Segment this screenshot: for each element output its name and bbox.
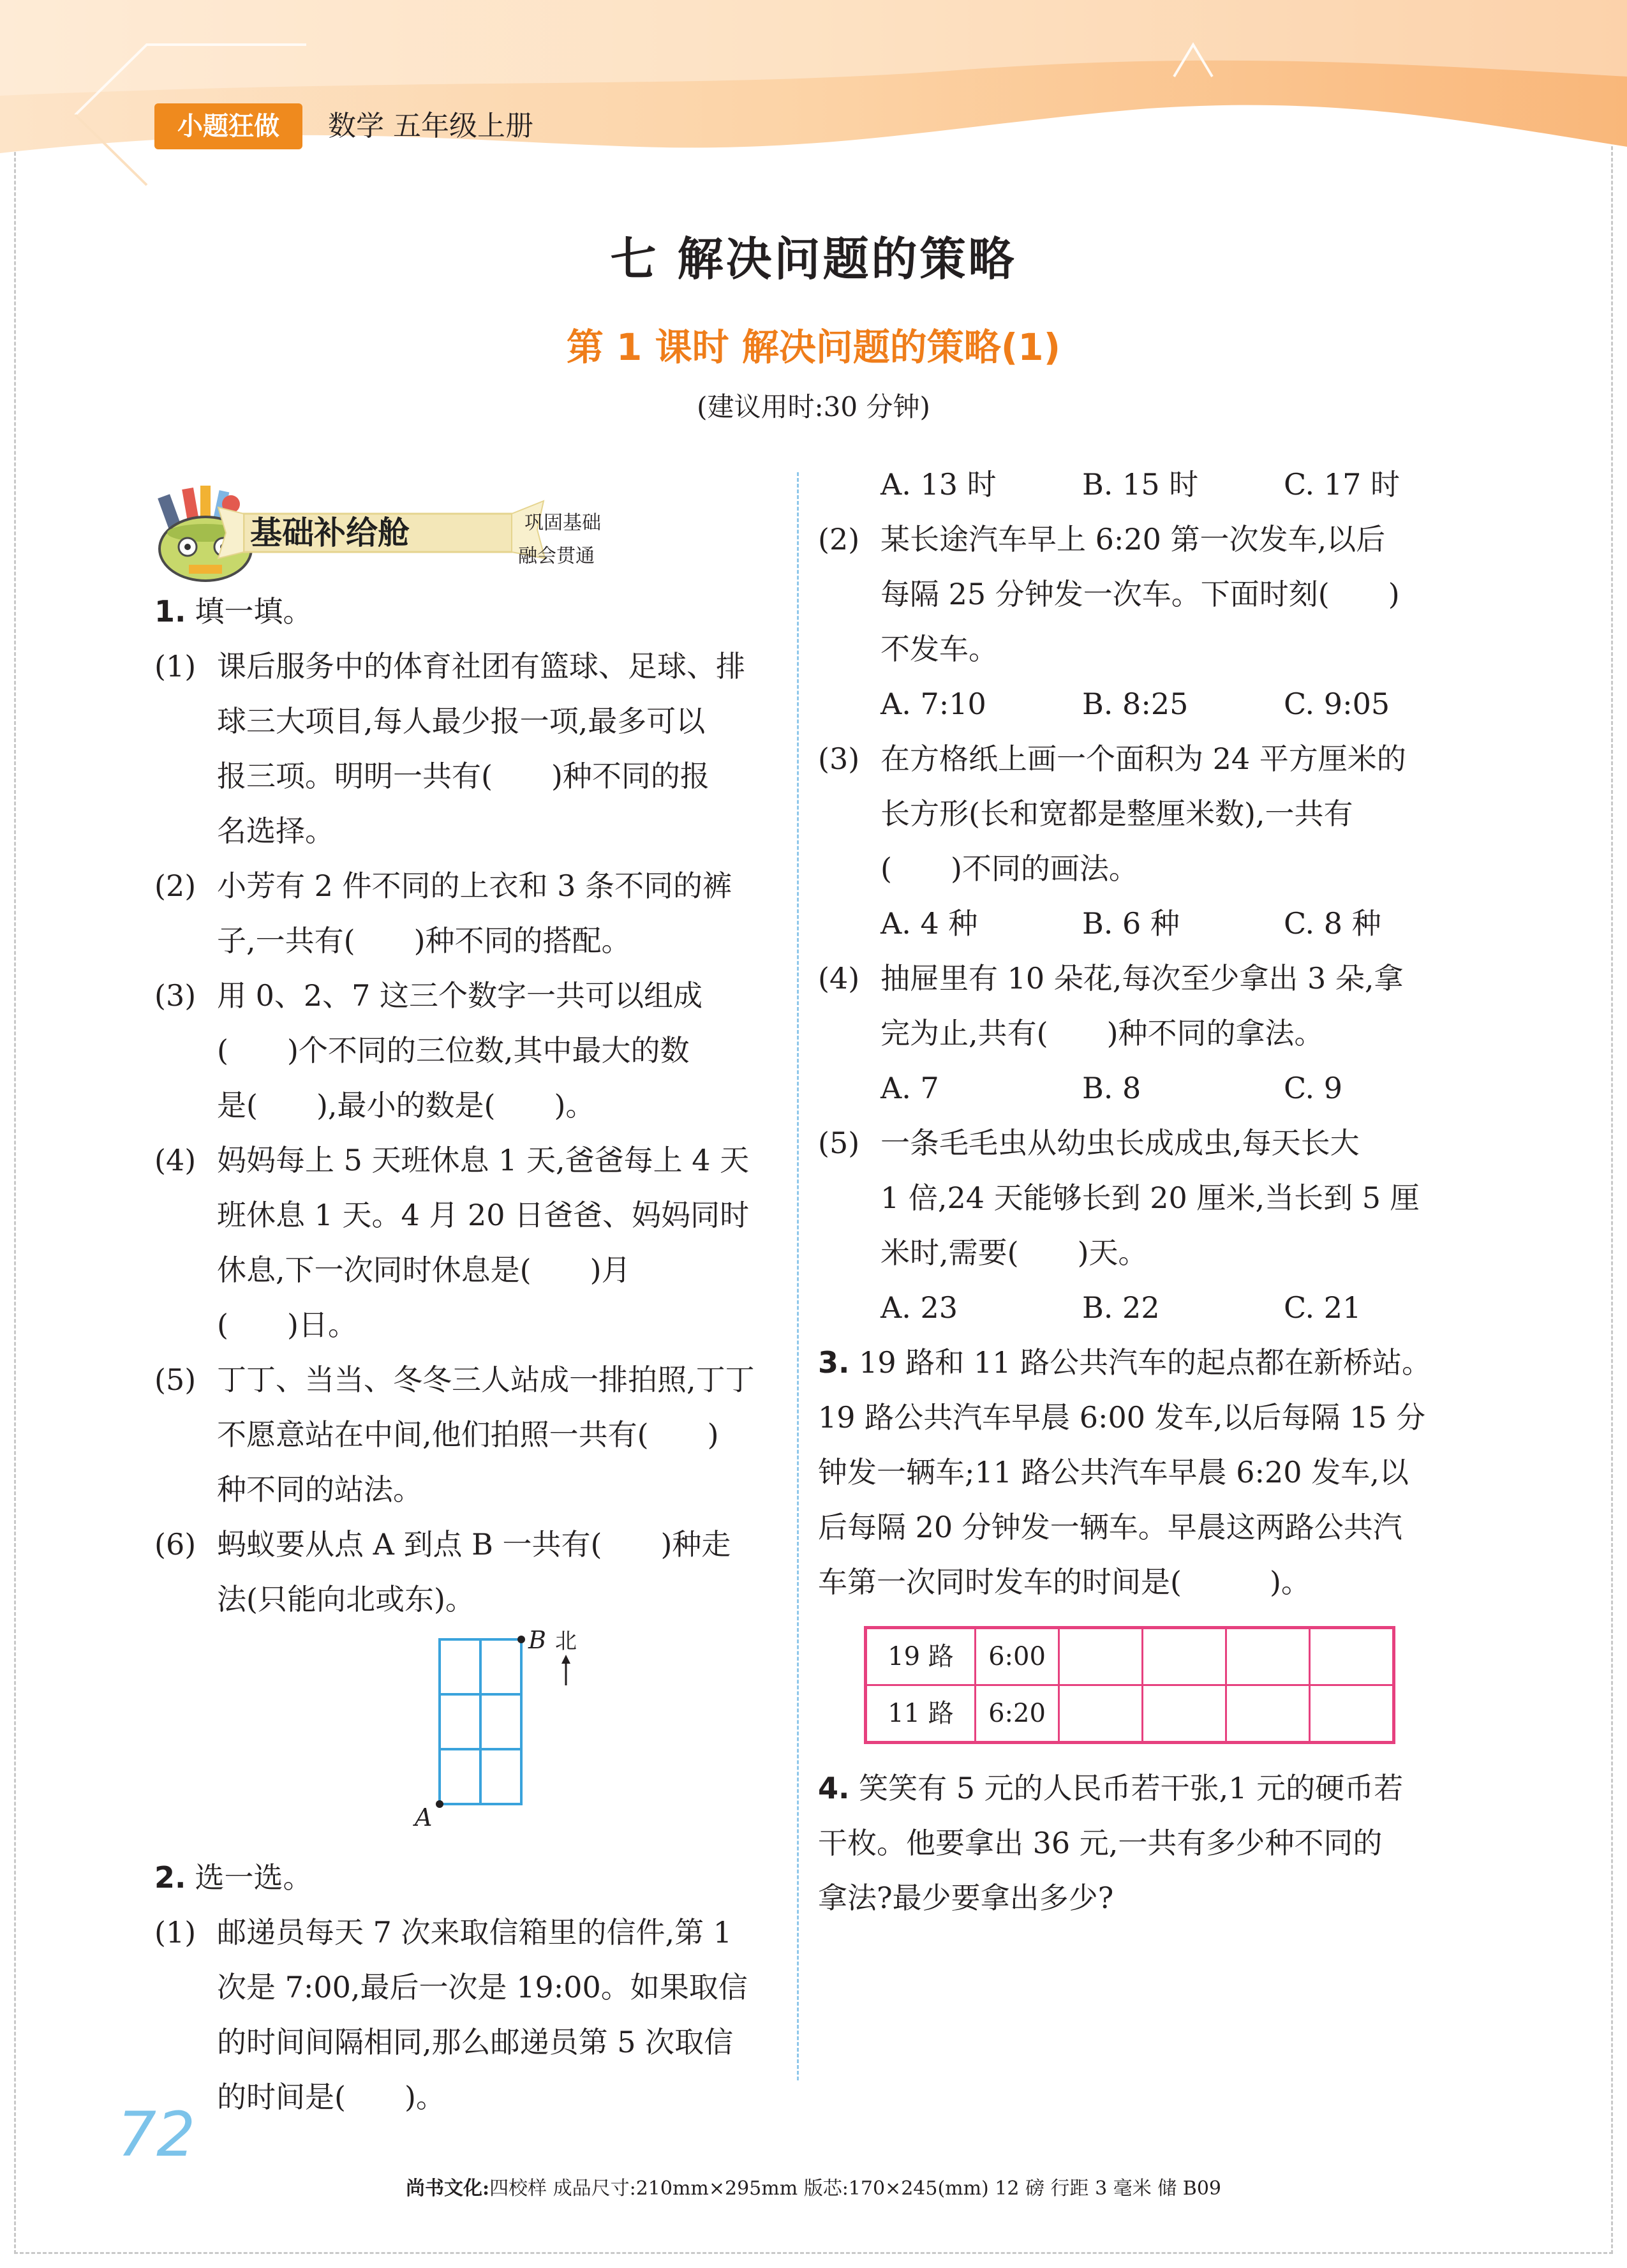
table-cell: 11 路 xyxy=(866,1685,976,1743)
text-line: 长方形(长和宽都是整厘米数),一共有 xyxy=(880,796,1353,831)
text-line: 用 0、2、7 这三个数字一共可以组成 xyxy=(217,978,703,1013)
bus-schedule-table xyxy=(864,1626,1395,1744)
item-number: (3) xyxy=(818,742,860,776)
text-line: ( )日。 xyxy=(217,1308,357,1342)
q2-item-2 xyxy=(818,512,1456,676)
table-cell: 6:00 xyxy=(976,1628,1059,1685)
text-line: 车第一次同时发车的时间是( )。 xyxy=(818,1565,1311,1599)
q1-item-5 xyxy=(154,1352,780,1517)
text-line: 拿法?最少要拿出多少? xyxy=(818,1881,1114,1915)
text-line: 抽屉里有 10 朵花,每次至少拿出 3 朵,拿 xyxy=(880,961,1404,996)
text-line: 小芳有 2 件不同的上衣和 3 条不同的裤 xyxy=(217,869,732,903)
q2-item-5 xyxy=(818,1115,1456,1280)
item-number: (4) xyxy=(154,1143,197,1177)
text-line: 报三项。明明一共有( )种不同的报 xyxy=(217,759,709,793)
item-number: (2) xyxy=(818,522,860,556)
option-b: B. 6 种 xyxy=(1082,906,1180,941)
text-line: 后每隔 20 分钟发一辆车。早晨这两路公共汽 xyxy=(818,1510,1402,1544)
q1-item-3 xyxy=(154,968,780,1133)
text-line: ( )个不同的三位数,其中最大的数 xyxy=(217,1033,690,1068)
print-info-footer xyxy=(0,2176,1627,2202)
text-line: 不发车。 xyxy=(880,632,998,666)
option-b: B. 15 时 xyxy=(1082,467,1199,502)
question-3 xyxy=(818,1335,1456,1609)
text-line: 名选择。 xyxy=(217,814,334,848)
route-grid-figure xyxy=(154,1627,780,1850)
text-line: 班休息 1 天。4 月 20 日爸爸、妈妈同时 xyxy=(217,1198,750,1232)
option-c: C. 17 时 xyxy=(1284,467,1400,502)
item-number: (5) xyxy=(818,1126,860,1160)
point-a xyxy=(436,1800,443,1808)
chapter-title: 七 解决问题的策略 xyxy=(610,232,1017,286)
text-line: 种不同的站法。 xyxy=(217,1472,422,1507)
footer-brand: 尚书文化: xyxy=(405,2177,490,2200)
text-line: ( )不同的画法。 xyxy=(880,851,1138,886)
table-cell-empty xyxy=(1226,1628,1310,1685)
item-number: (3) xyxy=(154,978,197,1013)
question-3-number: 3. xyxy=(818,1345,850,1380)
header-band xyxy=(0,0,1627,191)
text-line: 休息,下一次同时休息是( )月 xyxy=(217,1253,631,1287)
subject-label: 数学 五年级上册 xyxy=(328,110,533,142)
section-tag-2: 融会贯通 xyxy=(518,545,595,567)
series-badge: 小题狂做 xyxy=(154,103,302,149)
q2-item-1 xyxy=(154,1905,780,2124)
route-grid xyxy=(154,1627,780,1850)
table-cell-empty xyxy=(1143,1628,1226,1685)
footer-details: 四校样 成品尺寸:210mm×295mm 版芯:170×245(mm) 12 磅 行距 3 毫米 储 B09 xyxy=(489,2177,1221,2200)
text-line: 妈妈每上 5 天班休息 1 天,爸爸每上 4 天 xyxy=(217,1143,750,1177)
option-a: A. 13 时 xyxy=(880,467,997,502)
table-row xyxy=(866,1685,1394,1743)
north-arrowhead-icon xyxy=(561,1655,570,1664)
table-cell-empty xyxy=(1310,1628,1394,1685)
question-2-heading xyxy=(154,1850,780,1905)
item-number: (1) xyxy=(154,1915,197,1950)
section-title: 基础补给舱 xyxy=(250,514,410,551)
lesson-title: 第 1 课时 解决问题的策略(1) xyxy=(566,325,1061,369)
q2-item-5-options xyxy=(818,1280,1456,1335)
item-number: (1) xyxy=(154,649,197,683)
text-line: 19 路和 11 路公共汽车的起点都在新桥站。 xyxy=(859,1345,1432,1380)
table-cell-empty xyxy=(1059,1685,1143,1743)
q1-item-1 xyxy=(154,639,780,858)
text-line: 是( ),最小的数是( )。 xyxy=(217,1088,595,1123)
q2-item-1-options xyxy=(818,457,1456,512)
q2-item-2-options xyxy=(818,676,1456,731)
item-number: (6) xyxy=(154,1527,197,1562)
option-c: C. 9 xyxy=(1284,1071,1343,1105)
left-column xyxy=(154,584,780,2124)
option-c: C. 8 种 xyxy=(1284,906,1381,941)
option-c: C. 9:05 xyxy=(1284,687,1390,721)
page-number: 72 xyxy=(117,2099,196,2170)
text-line: 每隔 25 分钟发一次车。下面时刻( ) xyxy=(880,577,1400,611)
q2-item-3-options xyxy=(818,896,1456,951)
text-line: 的时间是( )。 xyxy=(217,2080,445,2114)
text-line: 蚂蚁要从点 A 到点 B 一共有( )种走 xyxy=(217,1527,731,1562)
item-number: (2) xyxy=(154,869,197,903)
table-cell-empty xyxy=(1059,1628,1143,1685)
time-tip: (建议用时:30 分钟) xyxy=(697,391,930,422)
table-cell-empty xyxy=(1226,1685,1310,1743)
item-number: (5) xyxy=(154,1362,197,1397)
text-line: 某长途汽车早上 6:20 第一次发车,以后 xyxy=(880,522,1386,556)
text-line: 钟发一辆车;11 路公共汽车早晨 6:20 发车,以 xyxy=(818,1455,1409,1489)
option-a: A. 7 xyxy=(880,1071,939,1105)
text-line: 在方格纸上画一个面积为 24 平方厘米的 xyxy=(880,742,1406,776)
point-b xyxy=(517,1636,525,1643)
text-line: 笑笑有 5 元的人民币若干张,1 元的硬币若 xyxy=(859,1771,1404,1805)
text-line: 不愿意站在中间,他们拍照一共有( ) xyxy=(217,1417,719,1452)
label-a: A xyxy=(415,1803,433,1832)
text-line: 完为止,共有( )种不同的拿法。 xyxy=(880,1016,1324,1050)
text-line: 1 倍,24 天能够长到 20 厘米,当长到 5 厘 xyxy=(880,1181,1420,1215)
option-a: A. 23 xyxy=(880,1290,958,1325)
question-4 xyxy=(818,1761,1456,1925)
question-2-number: 2. xyxy=(154,1860,186,1895)
option-c: C. 21 xyxy=(1284,1290,1362,1325)
text-line: 邮递员每天 7 次来取信箱里的信件,第 1 xyxy=(217,1915,732,1950)
option-b: B. 22 xyxy=(1082,1290,1160,1325)
option-a: A. 7:10 xyxy=(880,687,986,721)
text-line: 课后服务中的体育社团有篮球、足球、排 xyxy=(217,649,745,683)
text-line: 丁丁、当当、冬冬三人站成一排拍照,丁丁 xyxy=(217,1362,755,1397)
text-line: 干枚。他要拿出 36 元,一共有多少种不同的 xyxy=(818,1826,1383,1860)
text-line: 19 路公共汽车早晨 6:00 发车,以后每隔 15 分 xyxy=(818,1400,1426,1435)
option-b: B. 8:25 xyxy=(1082,687,1189,721)
question-4-number: 4. xyxy=(818,1771,850,1805)
q2-item-3 xyxy=(818,731,1456,896)
text-line: 法(只能向北或东)。 xyxy=(217,1582,475,1616)
section-tag-1: 巩固基础 xyxy=(524,512,601,534)
table-cell: 19 路 xyxy=(866,1628,976,1685)
question-2-title: 选一选。 xyxy=(195,1860,313,1895)
question-1-title: 填一填。 xyxy=(195,594,313,629)
table-cell-empty xyxy=(1143,1685,1226,1743)
q1-item-6 xyxy=(154,1517,780,1627)
q1-item-4 xyxy=(154,1133,780,1352)
table-cell: 6:20 xyxy=(976,1685,1059,1743)
option-b: B. 8 xyxy=(1082,1071,1141,1105)
text-line: 的时间间隔相同,那么邮递员第 5 次取信 xyxy=(217,2025,734,2059)
right-column xyxy=(818,457,1456,1925)
question-1-heading xyxy=(154,584,780,639)
q2-item-4-options xyxy=(818,1061,1456,1115)
text-line: 球三大项目,每人最少报一项,最多可以 xyxy=(217,704,706,738)
q2-item-4 xyxy=(818,951,1456,1061)
text-line: 子,一共有( )种不同的搭配。 xyxy=(217,923,631,958)
column-divider xyxy=(797,472,799,2080)
text-line: 米时,需要( )天。 xyxy=(880,1235,1148,1270)
item-number: (4) xyxy=(818,961,860,996)
option-a: A. 4 种 xyxy=(880,906,978,941)
text-line: 次是 7:00,最后一次是 19:00。如果取信 xyxy=(217,1970,748,2004)
north-label: 北 xyxy=(555,1629,577,1654)
table-cell-empty xyxy=(1310,1685,1394,1743)
label-b: B xyxy=(528,1627,546,1654)
table-row xyxy=(866,1628,1394,1685)
q1-item-2 xyxy=(154,858,780,968)
text-line: 一条毛毛虫从幼虫长成成虫,每天长大 xyxy=(880,1126,1360,1160)
question-1-number: 1. xyxy=(154,594,186,629)
